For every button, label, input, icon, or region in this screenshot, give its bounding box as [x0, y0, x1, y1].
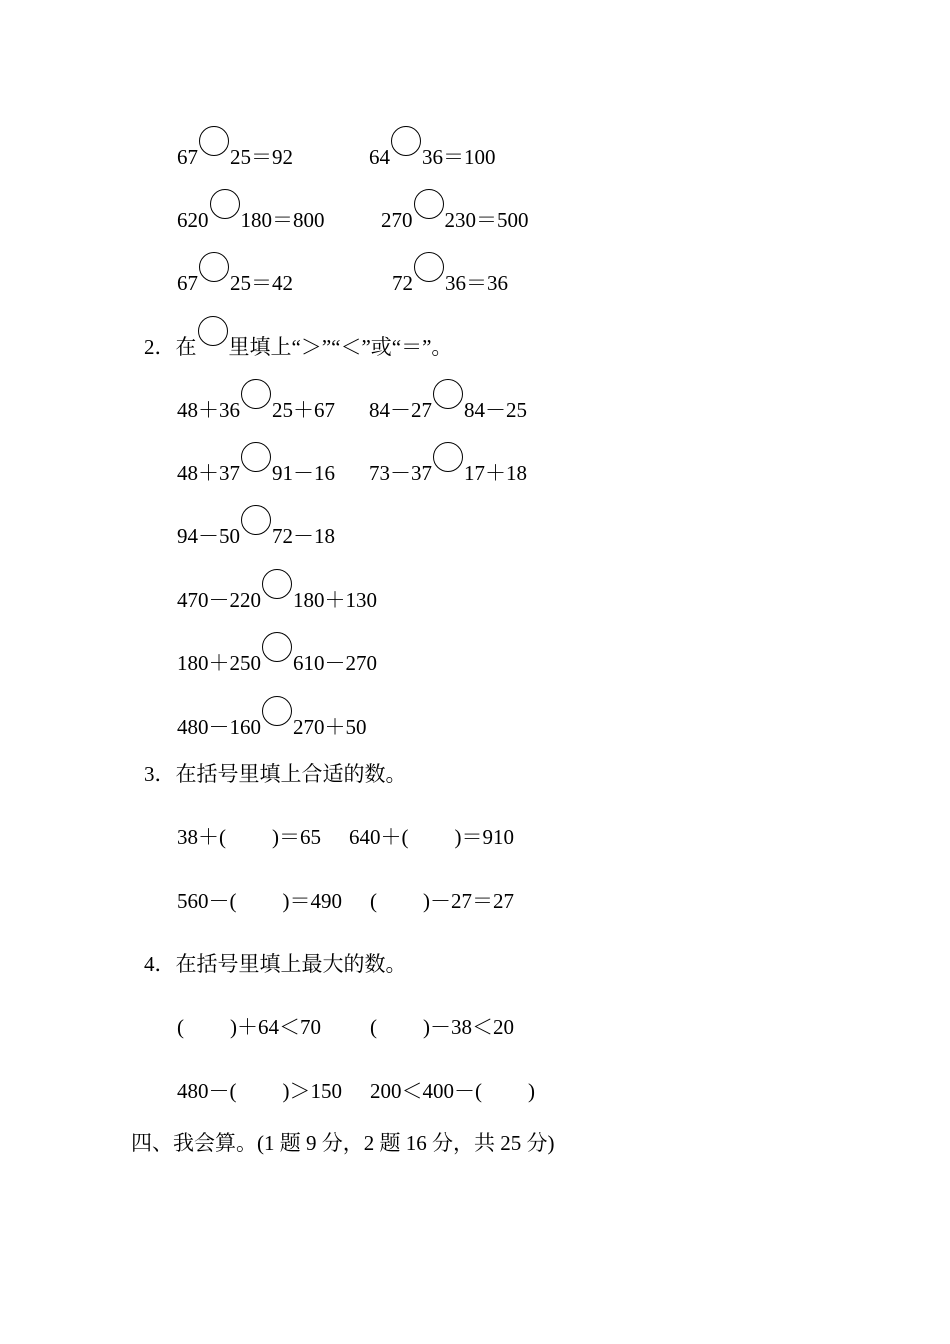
expr-right: 270＋50 [293, 715, 367, 739]
q2-row-2 [177, 442, 335, 485]
expr-right: )＋64＜70 [230, 1015, 321, 1039]
expr-right: 84－25 [464, 398, 527, 422]
q1-row-1 [177, 126, 293, 169]
q3-row-2 [177, 886, 342, 916]
expr-left: 38＋( [177, 825, 226, 849]
q3-row-1-b [349, 822, 514, 852]
expr-left: ( [370, 1015, 377, 1039]
expr-right: 25＝92 [230, 145, 293, 169]
expr-right: )＝490 [282, 889, 342, 913]
expr-left: 480－( [177, 1079, 237, 1103]
expr-right: 72－18 [272, 524, 335, 548]
q1-row-2-b [381, 189, 529, 232]
expr-left: 470－220 [177, 588, 261, 612]
expr-left: 620 [177, 208, 209, 232]
expr-left: ( [177, 1015, 184, 1039]
answer-circle[interactable] [241, 442, 271, 472]
q1-row-2 [177, 189, 325, 232]
expr-right: 230＝500 [444, 208, 529, 232]
expr-right: )＝65 [272, 825, 321, 849]
answer-circle[interactable] [433, 379, 463, 409]
q2-row-6 [177, 696, 367, 739]
answer-circle[interactable] [199, 252, 229, 282]
q2-row-3 [177, 505, 335, 548]
expr-left: 72 [392, 271, 413, 295]
question-title: 在括号里填上合适的数。 [175, 762, 407, 786]
expr-left: 200＜400－( [370, 1079, 482, 1103]
q4-row-1-b [370, 1012, 514, 1042]
expr-right: 36＝36 [445, 271, 508, 295]
expr-right: )－27＝27 [423, 889, 514, 913]
expr-left: 64 [369, 145, 390, 169]
q4-heading [144, 949, 407, 979]
question-number: 3． [144, 762, 176, 786]
q3-row-1 [177, 822, 321, 852]
answer-circle[interactable] [433, 442, 463, 472]
q2-row-1-b [369, 379, 527, 422]
expr-right: 25＋67 [272, 398, 335, 422]
q2-row-4 [177, 569, 377, 612]
q2-heading [144, 316, 453, 359]
answer-circle[interactable] [262, 696, 292, 726]
expr-right: ) [528, 1079, 535, 1103]
question-number: 4． [144, 952, 176, 976]
expr-left: 67 [177, 271, 198, 295]
q1-row-1-b [369, 126, 496, 169]
expr-right: 91－16 [272, 461, 335, 485]
expr-left: ( [370, 889, 377, 913]
section-title: 四、我会算。(1 题 9 分，2 题 16 分，共 25 分) [131, 1131, 555, 1155]
answer-circle[interactable] [241, 505, 271, 535]
expr-left: 480－160 [177, 715, 261, 739]
expr-right: )＝910 [454, 825, 514, 849]
q2-prefix: 在 [175, 335, 197, 359]
expr-left: 94－50 [177, 524, 240, 548]
answer-circle[interactable] [414, 252, 444, 282]
q4-row-2 [177, 1076, 342, 1106]
section-4-heading [131, 1128, 555, 1158]
answer-circle[interactable] [391, 126, 421, 156]
expr-right: 180＋130 [293, 588, 377, 612]
question-title: 在括号里填上最大的数。 [175, 952, 407, 976]
expr-right: 25＝42 [230, 271, 293, 295]
expr-left: 270 [381, 208, 413, 232]
q4-row-1 [177, 1012, 321, 1042]
expr-left: 48＋36 [177, 398, 240, 422]
expr-left: 84－27 [369, 398, 432, 422]
expr-left: 73－37 [369, 461, 432, 485]
q1-row-3-b [392, 252, 508, 295]
expr-right: )＞150 [282, 1079, 342, 1103]
expr-right: 180＝800 [240, 208, 325, 232]
q2-row-2-b [369, 442, 527, 485]
expr-left: 560－( [177, 889, 237, 913]
expr-right: 17＋18 [464, 461, 527, 485]
expr-right: 36＝100 [422, 145, 496, 169]
q2-suffix: 里填上“＞”“＜”或“＝”。 [228, 335, 453, 359]
q2-row-5 [177, 632, 377, 675]
expr-right: )－38＜20 [423, 1015, 514, 1039]
q3-heading [144, 759, 407, 789]
expr-left: 67 [177, 145, 198, 169]
answer-circle[interactable] [414, 189, 444, 219]
expr-right: 610－270 [293, 651, 377, 675]
expr-left: 48＋37 [177, 461, 240, 485]
answer-circle[interactable] [262, 632, 292, 662]
expr-left: 640＋( [349, 825, 409, 849]
q2-row-1 [177, 379, 335, 422]
circle-symbol [198, 316, 228, 346]
q1-row-3 [177, 252, 293, 295]
q4-row-2-b [370, 1076, 535, 1106]
answer-circle[interactable] [262, 569, 292, 599]
answer-circle[interactable] [241, 379, 271, 409]
answer-circle[interactable] [199, 126, 229, 156]
q3-row-2-b [370, 886, 514, 916]
question-number: 2． [144, 335, 176, 359]
expr-left: 180＋250 [177, 651, 261, 675]
answer-circle[interactable] [210, 189, 240, 219]
